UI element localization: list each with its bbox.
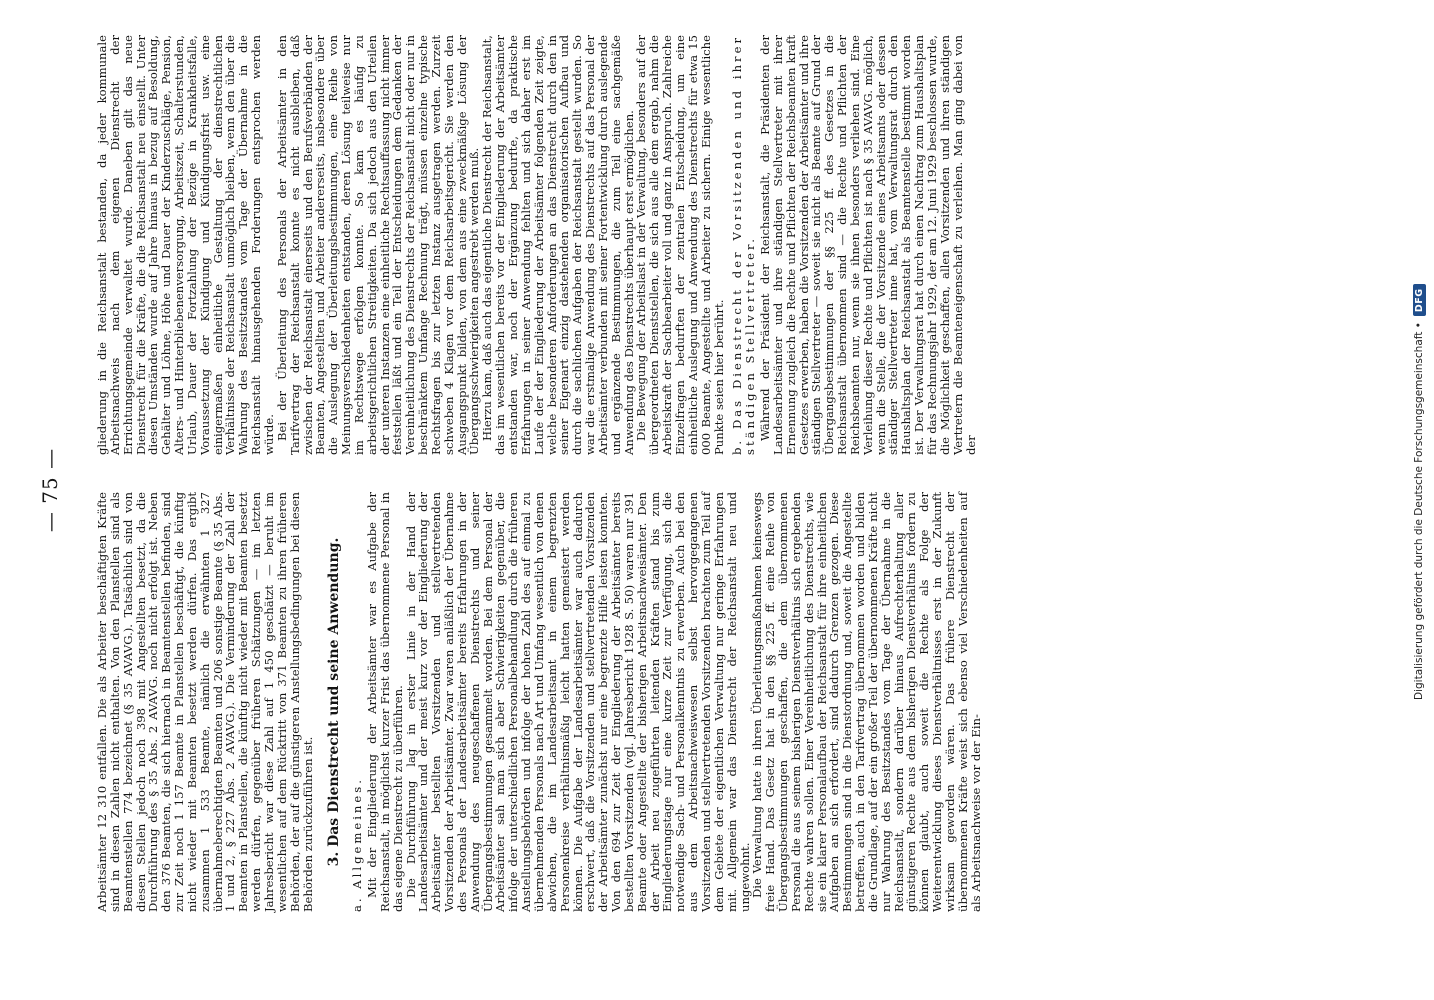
digitization-credit [1408, 0, 1430, 1000]
dfg-logo: DFG [1413, 284, 1426, 316]
right-paragraph-3: Hierzu kam, daß auch das eigentliche Dienstrecht der Reichsanstalt, das im wesentlichen bereits vor der Eingliederung der Arbeitsämter entstanden war, noch der Ergänzung bedurfte, da praktische Erfahrungen in seiner Anwendung fehlten und sich daher erst im Laufe der der Eingliederung der Arbeitsämter folgenden Zeit zeigte, welche besonderen Anforderungen an das Dienstrecht durch den in seiner Eigenart einzig dastehenden organisatorischen Aufbau und durch die sachlichen Aufgaben der Reichsanstalt gestellt wurden. So war die erstmalige Anwendung des Dienstrechts auf das Personal der Arbeitsämter verbunden mit seiner Fortentwicklung durch auslegende und ergänzende Bestimmungen, die zum Teil eine sachgemäße Anwendung des Dienstrechts überhaupt erst ermöglichen. [480, 35, 636, 455]
left-paragraph-3: Die Durchführung lag in erster Linie in der Hand der Landesarbeitsämter und der meist kurz vor der Eingliederung der Arbeitsämter bestellten Vorsitzenden und stellvertretenden Vorsitzenden der Arbeitsämter. Zwar waren anläßlich der Übernahme des Personals der Landesarbeitsämter bereits Erfahrungen in der Anwendung des neugeschaffenen Dienstrechts und seiner Übergangsbestimmungen gesammelt worden. Bei dem Personal der Arbeitsämter sah man sich aber Schwierigkeiten gegenüber, die infolge der unterschiedlichen Personalbehandlung durch die früheren Anstellungsbehörden und infolge der hohen Zahl des auf einmal zu übernehmenden Personals nach Art und Umfang wesentlich von denen abwichen, die im Landesarbeitsamt in einem begrenzten Personenkreise verhältnismäßig leicht hatten gemeistert werden können. Die Aufgabe der Landesarbeitsämter war auch dadurch erschwert, daß die Vorsitzenden und stellvertretenden Vorsitzenden der Arbeitsämter zunächst nur eine begrenzte Hilfe leisten konnten. Von den 694 zur Zeit der Eingliederung der Arbeitsämter bereits bestellten Vorsitzenden (vgl. Jahresbericht 1928 S. 50) waren nur 391 Beamte oder Angestellte der bisherigen Arbeitsnachweisämter. Den der Arbeit neu zugeführten leitenden Kräften stand bis zum Eingliederungstage nur eine kurze Zeit zur Verfügung, sich die notwendige Sach- und Personalkenntnis zu erwerben. Auch bei den aus dem Arbeitsnachweiswesen selbst hervorgegangenen Vorsitzenden und stellvertretenden Vorsitzenden brachten zum Teil auf dem Gebiete der eigentlichen Verwaltung nur geringe Erfahrungen mit. Allgemein war das Dienstrecht der Reichsanstalt neu und ungewohnt. [403, 492, 752, 912]
right-column [96, 35, 977, 455]
left-paragraph-1: Arbeitsämter 12 310 entfallen. Die als Arbeiter beschäftigten Kräfte sind in diesen Zahlen nicht enthalten. Von den Planstellen sind als Beamtenstellen 774 bezeichnet (§ 35 AVAVG.). Tatsächlich sind von diesen Stellen jedoch noch 398 mit Angestellten besetzt, da die Durchführung des § 35 Abs. 2 AVAVG. noch nicht erfolgt ist. Neben den 376 Beamten, die sich hiernach in Beamtenstellen befinden, sind zur Zeit noch 1 157 Beamte in Planstellen beschäftigt, die künftig nicht wieder mit Beamten besetzt werden dürfen. Das ergibt zusammen 1 533 Beamte, nämlich die erwähnten 1 327 übernahmeberechtigten Beamten und 206 sonstige Beamte (§ 35 Abs. 1 und 2, § 227 Abs. 2 AVAVG.). Die Verminderung der Zahl der Beamten in Planstellen, die künftig nicht wieder mit Beamten besetzt werden dürfen, gegenüber früheren Schätzungen — im letzten Jahresbericht war diese Zahl auf 1 450 geschätzt — beruht im wesentlichen auf dem Rücktritt von 371 Beamten zu ihren früheren Behörden, der auf die günstigeren Anstellungsbedingungen bei diesen Behörden zurückzuführen ist. [95, 492, 315, 912]
right-paragraph-4: Die Bewegung der Arbeitslast in der Verwaltung, besonders auf der übergeordneten Dienststellen, die sich aus alle dem ergab, nahm die Arbeitskraft der Sachbearbeiter voll und ganz in Anspruch. Zahlreiche Einzelfragen bedurften der zentralen Entscheidung, um eine einheitliche Auslegung und Anwendung des Dienstrechts für etwa 15 000 Beamte, Angestellte und Arbeiter zu sichern. Einige wesentliche Punkte seien hier berührt. [634, 35, 726, 455]
left-paragraph-4: Die Verwaltung hatte in ihren Überleitungsmaßnahmen keineswegs freie Hand. Das Gesetz hat in den §§ 225 ff. eine Reihe von Übergangsbestimmungen geschaffen, die dem übernommenen Personal die aus seinem bisherigen Dienstverhältnis sich ergebenden Rechte wahren sollen. Einer Vereinheitlichung des Dienstrechts, wie sie ein klarer Personalaufbau der Reichsanstalt für ihre einheitlichen Aufgaben an sich erfordert, sind dadurch Grenzen gezogen. Diese Bestimmungen sind in die Dienstordnung und, soweit die Angestellte betreffen, auch in den Tarifvertrag übernommen worden und bilden die Grundlage, auf der ein großer Teil der übernommenen Kräfte nicht nur Wahrung des Besitzstandes vom Tage der Übernahme in die Reichsanstalt, sondern darüber hinaus Aufrechterhaltung aller günstigeren Rechte aus dem bisherigen Dienstverhältnis fordern zu können glaubt, auch soweit die Rechte als Folge der Weiterentwicklung dieses Dienstverhältnisses erst in der Zukunft wirksam geworden wären. Das frühere Dienstrecht der übernommenen Kräfte weist sich ebenso viel Verschiedenheiten auf als Arbeitsnachweise vor der Ein- [750, 492, 983, 912]
subsection-a-title: a. Allgemeines. [350, 777, 365, 912]
right-paragraph-1: gliederung in die Reichsanstalt bestanden, da jeder kommunale Arbeitsnachweis nach dem eigenen Dienstrecht der Errichtungsgemeinde verwaltet wurde. Daneben gilt das neue Dienstrecht für die Kräfte, die die Reichsanstalt neu einstellt. Unter diesen Umständen wurde auf Jahre hinaus in bezug auf Besoldung, Gehälter und Löhne, Höhe und Dauer der Kinderzuschläge, Pension, Alters- und Hinterbliebenenversorgung, Arbeitszeit, Schalterstunden, Urlaub, Dauer der Fortzahlung der Bezüge in Krankheitsfalle, Voraussetzung der Kündigung und Kündigungsfrist usw. eine einigermaßen einheitliche Gestaltung der dienstrechtlichen Verhältnisse der Reichsanstalt unmöglich bleiben, wenn den über die Wahrung des Besitzstandes vom Tage der Übernahme in die Reichsanstalt hinausgehenden Forderungen entsprochen werden würde. [95, 35, 276, 455]
subsection-b-title: b. Das Dienstrecht der Vorsitzenden und ihrer ständigen Stellvertreter. [730, 35, 758, 455]
page-number-text: — 75 — [38, 447, 62, 533]
section-title: 3. Das Dienstrecht und seine Anwendung. [326, 537, 343, 867]
right-paragraph-5: Während der Präsident der Reichsanstalt, die Präsidenten der Landesarbeitsämter und ihre ständigen Stellvertreter mit ihrer Ernennung zugleich die Rechte und Pflichten der Reichsbeamten kraft Gesetzes erwerben, haben die Vorsitzenden der Arbeitsämter und ihre ständigen Stellvertreter — soweit sie nicht als Beamte auf Grund der Übergangsbestimmungen der §§ 225 ff. des Gesetzes in die Reichsanstalt übernommen sind — die Rechte und Pflichten der Reichsbeamten nur, wenn sie ihnen besonders verliehen sind. Eine Verleihung dieser Rechte und Pflichten ist nach § 35 AVAVG. möglich, wenn die Stelle, die der Vorsitzende eines Arbeitsamts oder dessen ständiger Stellvertreter inne hat, vom Verwaltungsrat durch den Haushaltsplan der Reichsanstalt als Beamtenstelle bestimmt worden ist. Der Verwaltungsrat hat durch einen Nachtrag zum Haushaltsplan für das Rechnungsjahr 1929, der am 12. Juni 1929 beschlossen wurde, die Möglichkeit geschaffen, allen Vorsitzenden und ihren ständigen Vertretern die Beamteneigenschaft zu verleihen. Man ging dabei von der [758, 35, 978, 455]
right-paragraph-2: Bei der Überleitung des Personals der Arbeitsämter in den Tarifvertrag der Reichsanstalt konnte es nicht ausbleiben, daß zwischen der Reichsanstalt einerseits und den Berufsverbänden der Beamten, Angestellten und Arbeiter andererseits, insbesondere über die Auslegung der Überleitungsbestimmungen, eine Reihe von Meinungsverschiedenheiten entstanden, deren Lösung teilweise nur im Rechtswege erfolgen konnte. So kam es häufig zu arbeitsgerichtlichen Streitigkeiten. Da sich jedoch aus den Urteilen der unteren Instanzen eine einheitliche Rechtsauffassung nicht immer feststellen läßt und ein Teil der Entscheidungen dem Gedanken der Vereinheitlichung des Dienstrechts der Reichsanstalt nicht oder nur in beschränktem Umfange Rechnung trägt, müssen einzelne typische Rechtsfragen bis zur letzten Instanz ausgetragen werden. Zurzeit schweben 4 Klagen vor dem Reichsarbeitsgericht. Sie werden den Ausgangspunkt bilden, von dem aus eine zweckmäßige Lösung der Übergangsschwierigkeiten angestrebt werden muß. [274, 35, 482, 455]
left-paragraph-2: Mit der Eingliederung der Arbeitsämter war es Aufgabe der Reichsanstalt, in möglichst kurzer Frist das übernommene Personal in das eigene Dienstrecht zu überführen. [365, 492, 405, 912]
page-number [20, 70, 80, 910]
credit-text: Digitalisierung gefördert durch die Deutsche Forschungsgemeinschaft • [1413, 322, 1425, 700]
left-column [96, 492, 983, 912]
